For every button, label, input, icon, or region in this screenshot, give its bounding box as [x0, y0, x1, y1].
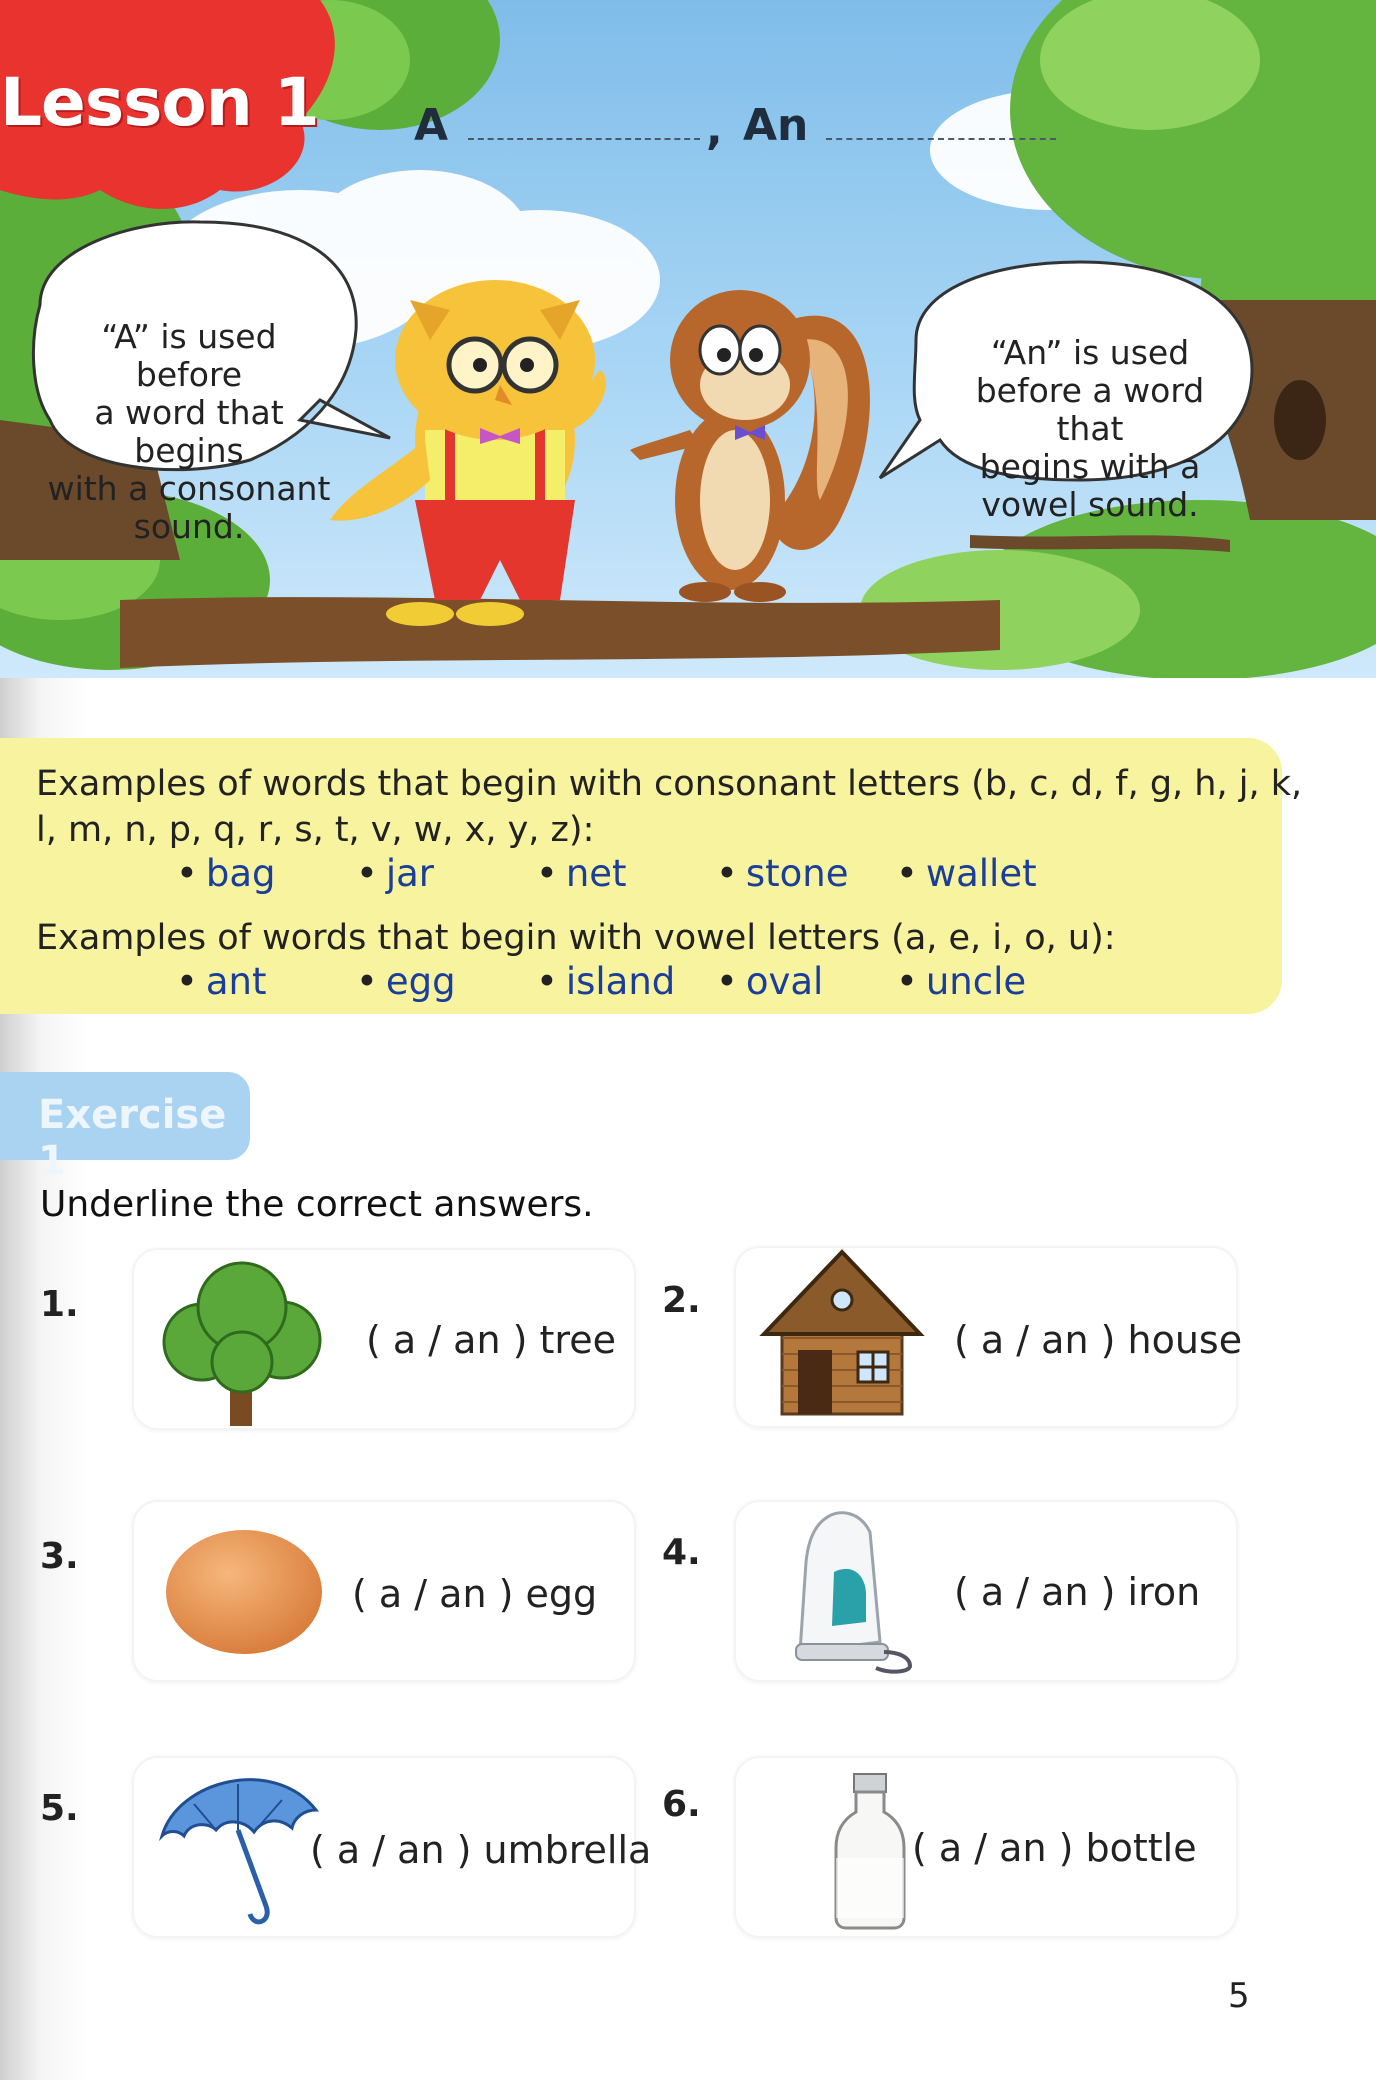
owl-speech-line: with a consonant: [47, 469, 331, 508]
consonant-word: • stone: [716, 852, 849, 895]
answer-choice-text[interactable]: ( a / an ) egg: [352, 1572, 598, 1616]
consonant-word: • net: [536, 852, 627, 895]
owl-speech-line: a word that begins: [94, 393, 284, 470]
vowel-intro: Examples of words that begin with vowel letters (a, e, i, o, u):: [36, 918, 1116, 958]
iron-icon: [780, 1502, 930, 1678]
answer-choice-text[interactable]: ( a / an ) iron: [954, 1570, 1201, 1614]
exercise-item-card: [132, 1756, 652, 1938]
exercise-item-card: [132, 1500, 636, 1682]
consonant-intro-line1: Examples of words that begin with consonant letters (b, c, d, f, g, h, j, k,: [36, 764, 1303, 804]
exercise-item-card: [734, 1246, 1243, 1428]
heading-comma: ,: [706, 104, 723, 155]
vowel-word: • island: [536, 960, 676, 1003]
page-number: 5: [1228, 1976, 1250, 2016]
squirrel-speech-line: before a word that: [975, 371, 1205, 448]
exercise-item-card: [734, 1756, 1238, 1938]
squirrel-speech-line: “An” is used: [990, 333, 1190, 372]
owl-speech-line: “A” is used before: [101, 317, 277, 394]
answer-choice-text[interactable]: ( a / an ) house: [954, 1318, 1243, 1362]
item-number: 3.: [40, 1536, 79, 1577]
answer-choice-text[interactable]: ( a / an ) tree: [366, 1318, 616, 1362]
heading-a: A: [414, 100, 449, 151]
answer-choice-text[interactable]: ( a / an ) bottle: [912, 1826, 1197, 1870]
heading-an: An: [743, 100, 809, 151]
heading-blank-2: [826, 138, 1056, 140]
item-number: 5.: [40, 1788, 79, 1829]
exercise-item-card: [734, 1500, 1238, 1682]
house-icon: [752, 1242, 932, 1422]
consonant-word: • jar: [356, 852, 434, 895]
examples-box: [0, 738, 1303, 1014]
lesson-title: Lesson 1: [0, 64, 319, 141]
vowel-word: • egg: [356, 960, 456, 1003]
vowel-word: • uncle: [896, 960, 1027, 1003]
exercise-tab: [0, 1072, 250, 1184]
squirrel-speech-line: begins with a: [979, 447, 1201, 486]
exercise-tab-label: Exercise 1: [38, 1092, 227, 1184]
tree-icon: [142, 1252, 342, 1432]
vowel-word: • oval: [716, 960, 824, 1003]
item-number: 4.: [662, 1532, 701, 1573]
consonant-intro-line2: l, m, n, p, q, r, s, t, v, w, x, y, z):: [36, 810, 595, 850]
consonant-word: • bag: [176, 852, 276, 895]
consonant-word: • wallet: [896, 852, 1037, 895]
heading-blank-1: [468, 138, 700, 140]
exercise-instruction: Underline the correct answers.: [40, 1184, 594, 1225]
owl-speech-text: [44, 318, 334, 546]
squirrel-speech-line: vowel sound.: [981, 485, 1199, 524]
lesson-banner: [0, 0, 1376, 678]
item-number: 6.: [662, 1784, 701, 1825]
item-number: 2.: [662, 1280, 701, 1321]
answer-choice-text[interactable]: ( a / an ) umbrella: [310, 1828, 652, 1872]
umbrella-icon: [154, 1760, 324, 1930]
squirrel-illustration: [630, 290, 870, 602]
egg-icon: [158, 1512, 338, 1672]
vowel-word: • ant: [176, 960, 267, 1003]
exercise-item-card: [132, 1248, 636, 1430]
item-number: 1.: [40, 1284, 79, 1325]
squirrel-speech-text: [940, 334, 1240, 524]
owl-speech-line: sound.: [133, 507, 245, 546]
